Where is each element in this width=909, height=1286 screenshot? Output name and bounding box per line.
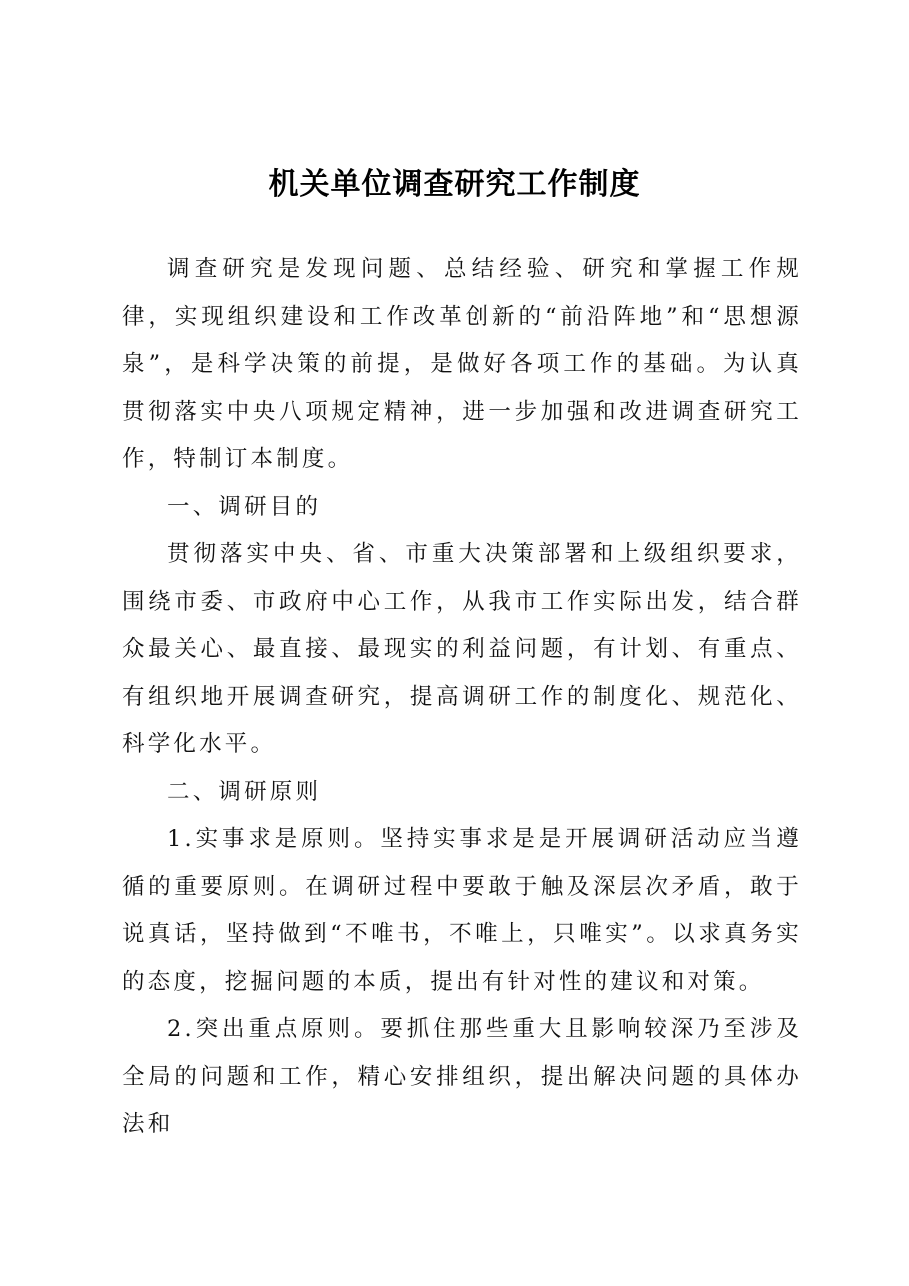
section-heading-purpose: 一、调研目的 <box>167 493 322 520</box>
principle-1-paragraph: 1.实事求是原则。坚持实事求是是开展调研活动应当遵循的重要原则。在调研过程中要敢于触及深层次矛盾，敢于说真话，坚持做到“不唯书，不唯上，只唯实”。以求真务实的态度，挖掘问题的本质，提出有针对性的建议和对策。 <box>122 826 802 995</box>
principle-2-paragraph: 2.突出重点原则。要抓住那些重大且影响较深乃至涉及全局的问题和工作，精心安排组织，提出解决问题的具体办法和 <box>122 1016 802 1137</box>
section-heading-principles: 二、调研原则 <box>167 778 322 805</box>
document-title: 机关单位调查研究工作制度 <box>268 167 641 202</box>
intro-paragraph: 调查研究是发现问题、总结经验、研究和掌握工作规律，实现组织建设和工作改革创新的“前沿阵地”和“思想源泉”，是科学决策的前提，是做好各项工作的基础。为认真贯彻落实中央八项规定精神，进一步加强和改进调查研究工作，特制订本制度。 <box>122 256 802 472</box>
document-body <box>122 246 802 1149</box>
purpose-paragraph: 贯彻落实中央、省、市重大决策部署和上级组织要求，围绕市委、市政府中心工作，从我市工作实际出发，结合群众最关心、最直接、最现实的利益问题，有计划、有重点、有组织地开展调查研究，提高调研工作的制度化、规范化、科学化水平。 <box>122 541 802 757</box>
